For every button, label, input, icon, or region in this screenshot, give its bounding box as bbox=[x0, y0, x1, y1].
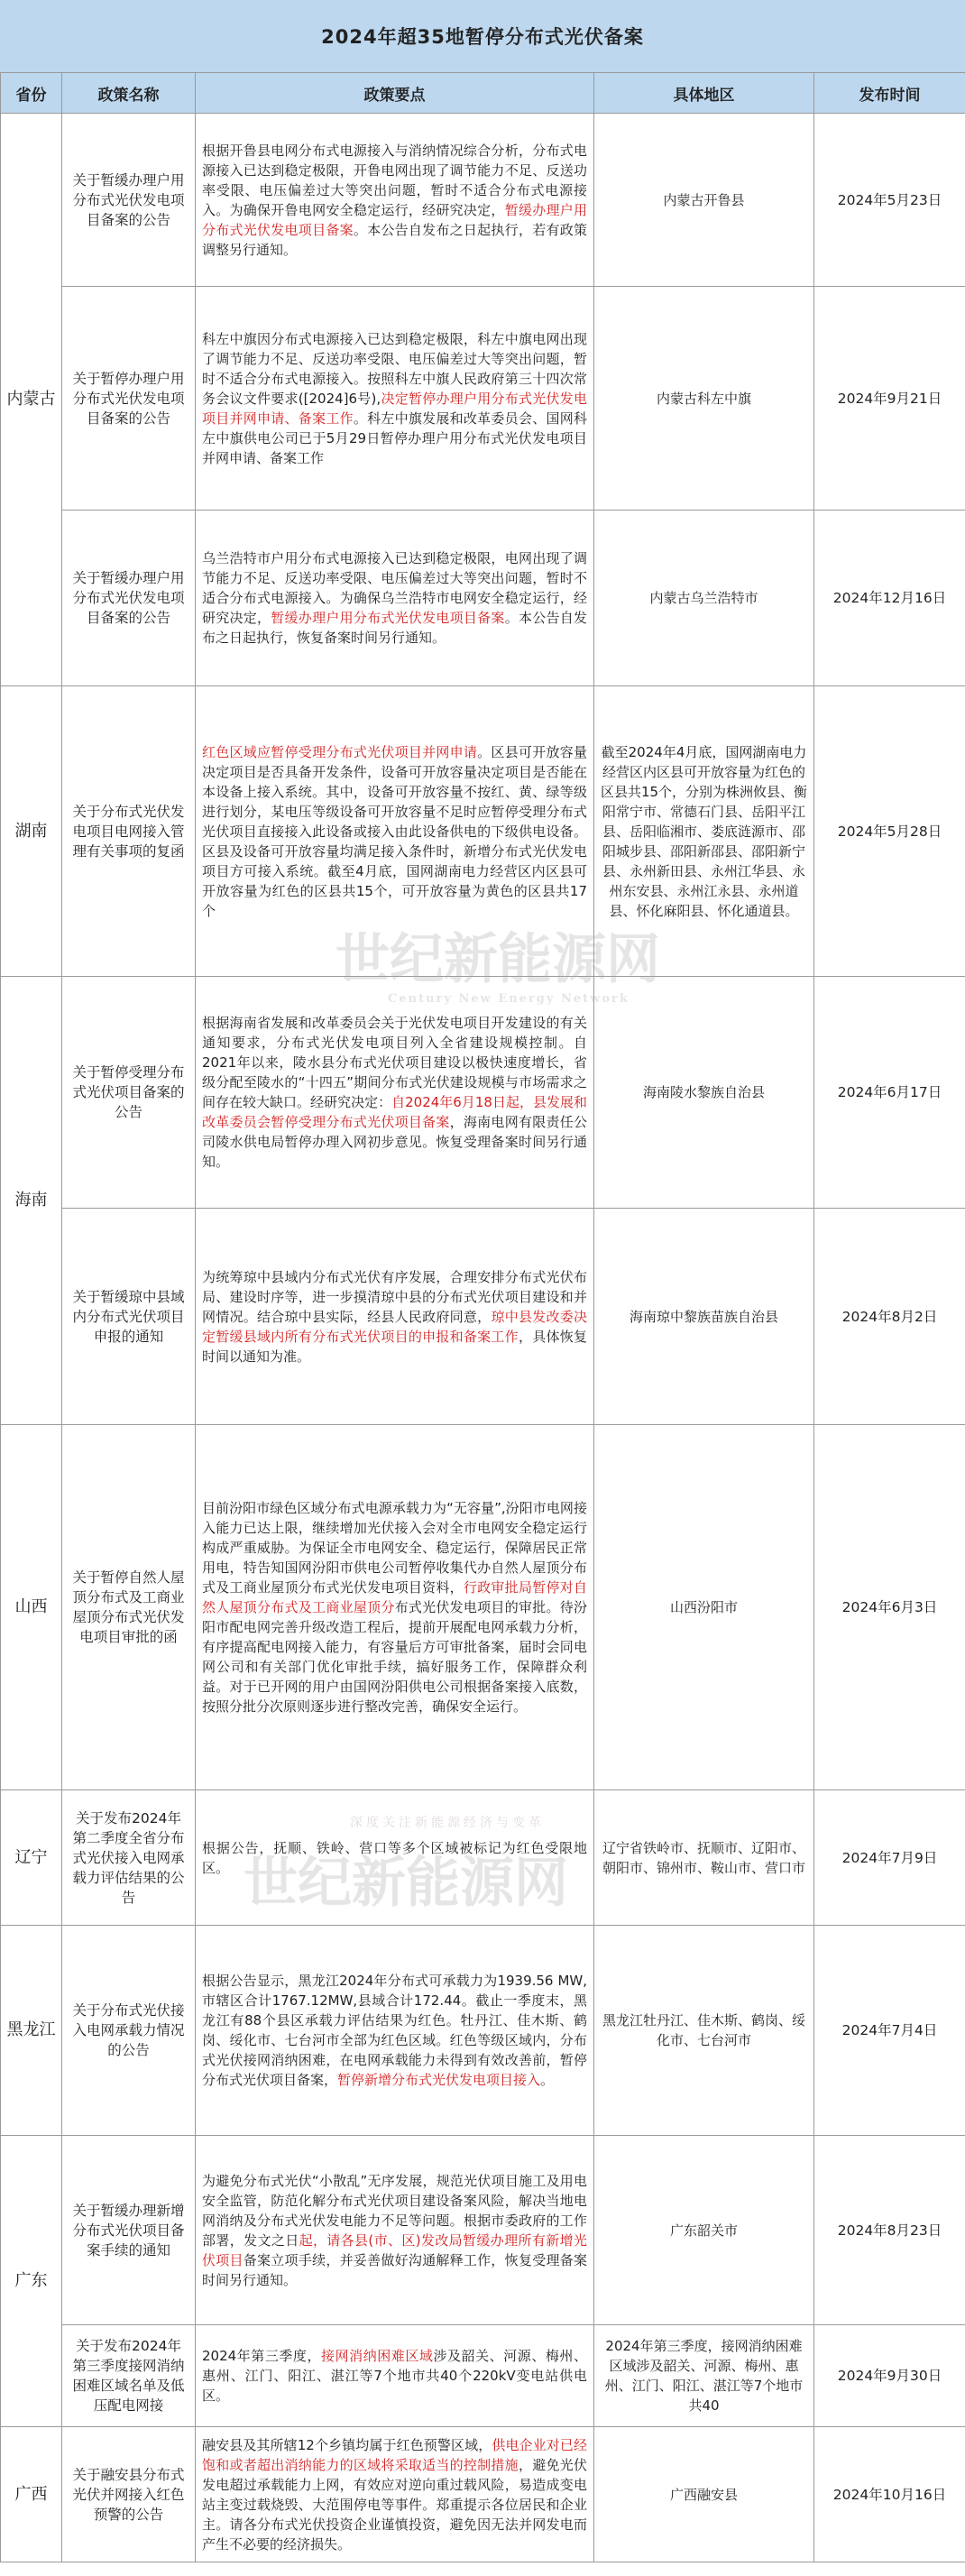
highlight-text: 决定暂停办理户用分布式光伏发电项目并网申请、备案工作 bbox=[202, 390, 587, 427]
area-cell: 内蒙古开鲁县 bbox=[594, 114, 814, 287]
table-row bbox=[1, 2427, 965, 2562]
highlight-text: 暂缓办理户用分布式光伏发电项目备案 bbox=[202, 201, 587, 238]
province-cell: 广东 bbox=[1, 2136, 62, 2427]
table-row bbox=[1, 686, 965, 977]
header-policy-name: 政策名称 bbox=[62, 73, 196, 114]
table-row bbox=[1, 2325, 965, 2427]
body-text: 。 bbox=[540, 2072, 555, 2088]
watermark-brand: 世纪新能源网 bbox=[335, 928, 660, 991]
body-text: 。本公告自发布之日起执行，恢复备案时间另行通知。 bbox=[202, 610, 587, 646]
province-cell: 内蒙古 bbox=[1, 114, 62, 686]
body-text: 目前汾阳市绿色区域分布式电源承载力为“无容量”,汾阳市电网接入能力已达上限，继续增加光伏接入会对全市电网安全稳定运行构成严重威胁。为保证全市电网安全、稳定运行，保障居民正常用电，特告知国网汾阳市供电公司暂停收集代办自然人屋顶分布式及工商业屋顶分布式光伏发电项目资料， bbox=[202, 1500, 587, 1596]
policy-name-cell: 关于发布2024年第二季度全省分布式光伏接入电网承载力评估结果的公告 bbox=[62, 1790, 196, 1926]
date-cell: 2024年12月16日 bbox=[814, 511, 965, 686]
area-cell: 2024年第三季度，接网消纳困难区域涉及韶关、河源、梅州、惠州、江门、阳江、湛江等7个地市共40 bbox=[594, 2325, 814, 2427]
policy-name-cell: 关于暂停办理户用分布式光伏发电项目备案的公告 bbox=[62, 287, 196, 511]
date-cell: 2024年5月23日 bbox=[814, 114, 965, 287]
policy-name-cell: 关于暂缓办理新增分布式光伏项目备案手续的通知 bbox=[62, 2136, 196, 2325]
body-text: 根据公告，抚顺、铁岭、营口等多个区域被标记为红色受限地区。 bbox=[202, 1839, 587, 1876]
table-row bbox=[1, 1926, 965, 2136]
policy-points-cell bbox=[196, 977, 594, 1209]
policy-points-cell bbox=[196, 2136, 594, 2325]
header-date: 发布时间 bbox=[814, 73, 965, 114]
area-cell: 截至2024年4月底，国网湖南电力经营区内区县可开放容量为红色的区县共15个，分别为株洲攸县、衡阳常宁市、常德石门县、岳阳平江县、岳阳临湘市、娄底涟源市、邵阳城步县、邵阳新邵县、邵阳新宁县、永州新田县、永州江华县、永州东安县、永州江永县、永州道县、怀化麻阳县、怀化通道县。 bbox=[594, 686, 814, 977]
body-text: 。区县可开放容量决定项目是否具备开发条件，设备可开放容量决定项目是否能在本设备上接入系统。其中，设备可开放容量不按红、黄、绿等级进行划分，某电压等级设备可开放容量不足时应暂停受理分布式光伏项目直接接入此设备或接入由此设备供电的下级供电设备。区县及设备可开放容量均满足接入条件时，新增分布式光伏发电项目方可接入系统。截至4月底，国网湖南电力经营区内区县可开放容量为红色的区县共15个，可开放容量为黄色的区县共17个 bbox=[202, 743, 587, 919]
table-title: 2024年超35地暂停分布式光伏备案 bbox=[0, 0, 965, 73]
area-cell: 广西融安县 bbox=[594, 2427, 814, 2562]
table-row bbox=[1, 2136, 965, 2325]
header-row bbox=[1, 73, 965, 114]
policy-name-cell: 关于暂停自然人屋顶分布式及工商业屋顶分布式光伏发电项目审批的函 bbox=[62, 1425, 196, 1790]
area-cell: 广东韶关市 bbox=[594, 2136, 814, 2325]
date-cell: 2024年6月3日 bbox=[814, 1425, 965, 1790]
policy-points-cell bbox=[196, 114, 594, 287]
body-text: 2024年第三季度， bbox=[202, 2348, 322, 2364]
area-cell: 内蒙古乌兰浩特市 bbox=[594, 511, 814, 686]
highlight-text: 红色区域应暂停受理分布式光伏项目并网申请 bbox=[202, 743, 478, 760]
policy-name-cell: 关于分布式光伏接入电网承载力情况的公告 bbox=[62, 1926, 196, 2136]
date-cell: 2024年7月9日 bbox=[814, 1790, 965, 1926]
policy-points-cell bbox=[196, 2427, 594, 2562]
policy-points-cell bbox=[196, 1209, 594, 1425]
highlight-text: 琼中县发改委决定暂缓县域内所有分布式光伏项目的申报和备案工作 bbox=[202, 1308, 587, 1345]
policy-name-cell: 关于发布2024年第三季度接网消纳困难区域名单及低压配电网接 bbox=[62, 2325, 196, 2427]
area-cell: 辽宁省铁岭市、抚顺市、辽阳市、朝阳市、锦州市、鞍山市、营口市 bbox=[594, 1790, 814, 1926]
province-cell: 广西 bbox=[1, 2427, 62, 2562]
policy-name-cell: 关于分布式光伏发电项目电网接入管理有关事项的复函 bbox=[62, 686, 196, 977]
highlight-text: 自2024年6月18日起，县发展和改革委员会暂停受理分布式光伏项目备案 bbox=[202, 1094, 587, 1130]
area-cell: 山西汾阳市 bbox=[594, 1425, 814, 1790]
highlight-text: 暂缓办理户用分布式光伏发电项目备案 bbox=[271, 610, 505, 626]
table-row bbox=[1, 1790, 965, 1926]
body-text: 根据开鲁县电网分布式电源接入与消纳情况综合分析，分布式电源接入已达到稳定极限，开鲁电网出现了调节能力不足、反送功率受限、电压偏差过大等突出问题，暂时不适合分布式电源接入。为确保开鲁电网安全稳定运行，经研究决定， bbox=[202, 142, 587, 218]
province-cell: 黑龙江 bbox=[1, 1926, 62, 2136]
body-text: 乌兰浩特市户用分布式电源接入已达到稳定极限，电网出现了调节能力不足、反送功率受限、电压偏差过大等突出问题，暂时不适合分布式电源接入。为确保乌兰浩特市电网安全稳定运行，经研究决定， bbox=[202, 550, 587, 626]
policy-name-cell: 关于暂缓办理户用分布式光伏发电项目备案的公告 bbox=[62, 511, 196, 686]
highlight-text: 暂停新增分布式光伏发电项目接入 bbox=[337, 2072, 541, 2088]
body-text: 融安县及其所辖12个乡镇均属于红色预警区域， bbox=[202, 2436, 492, 2453]
header-policy-points: 政策要点 bbox=[196, 73, 594, 114]
body-text: 根据海南省发展和改革委员会关于光伏发电项目开发建设的有关通知要求，分布式光伏发电项目列入全省建设规模控制。自2021年以来，陵水县分布式光伏项目建设以极快速度增长，省级分配至陵水的“十四五”期间分布式光伏建设规模与市场需求之间存在较大缺口。经研究决定： bbox=[202, 1015, 587, 1110]
date-cell: 2024年10月16日 bbox=[814, 2427, 965, 2562]
date-cell: 2024年5月28日 bbox=[814, 686, 965, 977]
table-row bbox=[1, 1209, 965, 1425]
table-row bbox=[1, 1425, 965, 1790]
table-row bbox=[1, 511, 965, 686]
body-text: ，避免光伏发电超过承载能力上网，有效应对逆向重过载风险，易造成变电站主变过载烧毁、大范围停电等事件。郑重提示各位居民和企业主。请各分布式光伏投资企业谨慎投资，避免因无法并网发电而产生不必要的经济损失。 bbox=[202, 2456, 587, 2553]
policy-points-cell bbox=[196, 511, 594, 686]
area-cell: 海南陵水黎族自治县 bbox=[594, 977, 814, 1209]
body-text: 涉及韶关、河源、梅州、惠州、江门、阳江、湛江等7个地市共40个220kV变电站供电区。 bbox=[202, 2348, 587, 2404]
date-cell: 2024年9月30日 bbox=[814, 2325, 965, 2427]
policy-points-cell bbox=[196, 686, 594, 977]
policy-points-cell bbox=[196, 1790, 594, 1926]
body-text: 备案立项手续，并妥善做好沟通解释工作，恢复受理备案时间另行通知。 bbox=[202, 2251, 587, 2288]
policy-table bbox=[0, 72, 965, 2562]
area-cell: 黑龙江牡丹江、佳木斯、鹤岗、绥化市、七台河市 bbox=[594, 1926, 814, 2136]
policy-name-cell: 关于暂缓琼中县域内分布式光伏项目申报的通知 bbox=[62, 1209, 196, 1425]
province-cell: 海南 bbox=[1, 977, 62, 1425]
header-area: 具体地区 bbox=[594, 73, 814, 114]
policy-points-cell bbox=[196, 1425, 594, 1790]
policy-name-cell: 关于暂停受理分布式光伏项目备案的公告 bbox=[62, 977, 196, 1209]
province-cell: 湖南 bbox=[1, 686, 62, 977]
body-text: ，海南电网有限责任公司陵水供电局暂停办理入网初步意见。恢复受理备案时间另行通知。 bbox=[202, 1114, 587, 1170]
body-text: 科左中旗因分布式电源接入已达到稳定极限，科左中旗电网出现了调节能力不足、反送功率受限、电压偏差过大等突出问题，暂时不适合分布式电源接入。按照科左中旗人民政府第三十四次常务会议文件要求([2024]6号), bbox=[202, 330, 587, 407]
area-cell: 海南琼中黎族苗族自治县 bbox=[594, 1209, 814, 1425]
body-text: ，具体恢复时间以通知为准。 bbox=[202, 1328, 587, 1365]
date-cell: 2024年8月23日 bbox=[814, 2136, 965, 2325]
body-text: 为避免分布式光伏“小散乱”无序发展，规范光伏项目施工及用电安全监管，防范化解分布式光伏项目建设备案风险，解决当地电网消纳及分布式光伏发电能力不足等问题。根据市委政府的工作部署，发文之日 bbox=[202, 2172, 587, 2249]
header-province: 省份 bbox=[1, 73, 62, 114]
date-cell: 2024年9月21日 bbox=[814, 287, 965, 511]
body-text: 。科左中旗发展和改革委员会、国网科左中旗供电公司已于5月29日暂停办理户用分布式光伏发电项目并网申请、备案工作 bbox=[202, 409, 587, 466]
body-text: 根据公告显示，黑龙江2024年分布式可承载力为1939.56 MW,市辖区合计1767.12MW,县域合计172.44。截止一季度末，黑龙江有88个县区承载力评估结果为红色。牡丹江、佳木斯、鹤岗、绥化市、七台河市全部为红色区域。红色等级区域内，分布式光伏接网消纳困难，在电网承载能力未得到有效改善前，暂停分布式光伏项目备案， bbox=[202, 1973, 587, 2088]
body-text: 布式光伏发电项目的审批。待汾阳市配电网完善升级改造工程后，提前开展配电网承载力分析，有序提高配电网接入能力，有容量后方可审批备案，届时会同电网公司和有关部门优化审批手续，搞好服务工作，保障群众利益。对于已开网的用户由国网汾阳供电公司根据备案接入底数，按照分批分次原则逐步进行整改完善，确保安全运行。 bbox=[202, 1599, 587, 1715]
body-text: 。本公告自发布之日起执行，若有政策调整另行通知。 bbox=[202, 221, 587, 258]
date-cell: 2024年6月17日 bbox=[814, 977, 965, 1209]
highlight-text: 起，请各县(市、区)发改局暂缓办理所有新增光伏项目 bbox=[202, 2231, 587, 2268]
date-cell: 2024年7月4日 bbox=[814, 1926, 965, 2136]
province-cell: 山西 bbox=[1, 1425, 62, 1790]
highlight-text: 接网消纳困难区域 bbox=[321, 2348, 434, 2364]
watermark-slogan: 深度关注新能源经济与变革 bbox=[350, 1816, 545, 1830]
table-row bbox=[1, 114, 965, 287]
body-text: 为统筹琼中县域内分布式光伏有序发展，合理安排分布式光伏布局、建设时序等，进一步摸清琼中县的分布式光伏项目建设和并网情况。结合琼中县实际，经县人民政府同意， bbox=[202, 1268, 587, 1325]
area-cell: 内蒙古科左中旗 bbox=[594, 287, 814, 511]
table-row bbox=[1, 287, 965, 511]
policy-points-cell bbox=[196, 2325, 594, 2427]
policy-name-cell: 关于暂缓办理户用分布式光伏发电项目备案的公告 bbox=[62, 114, 196, 287]
policy-points-cell bbox=[196, 1926, 594, 2136]
table-row bbox=[1, 977, 965, 1209]
province-cell: 辽宁 bbox=[1, 1790, 62, 1926]
watermark-brand-en: Century New Energy Network bbox=[388, 992, 630, 1006]
date-cell: 2024年8月2日 bbox=[814, 1209, 965, 1425]
highlight-text: 行政审批局暂停对自然人屋顶分布式及工商业屋顶分 bbox=[202, 1579, 587, 1615]
highlight-text: 供电企业对已经饱和或者超出消纳能力的区域将采取适当的控制措施 bbox=[202, 2436, 587, 2473]
policy-points-cell bbox=[196, 287, 594, 511]
policy-name-cell: 关于融安县分布式光伏并网接入红色预警的公告 bbox=[62, 2427, 196, 2562]
watermark-brand-2: 世纪新能源网 bbox=[244, 1852, 568, 1915]
